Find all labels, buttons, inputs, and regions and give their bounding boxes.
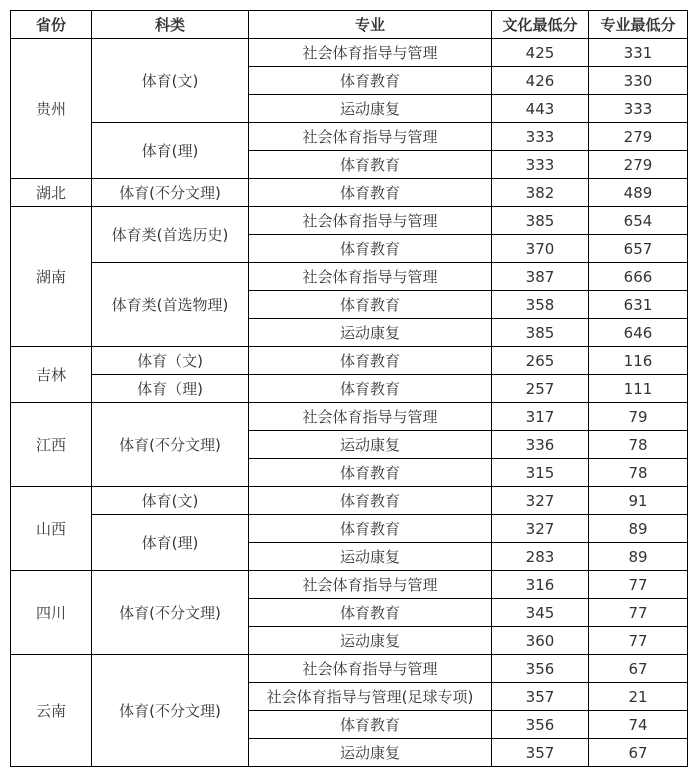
header-major-min: 专业最低分 bbox=[589, 11, 688, 39]
culture-score-cell: 357 bbox=[492, 739, 589, 767]
major-cell: 运动康复 bbox=[249, 627, 492, 655]
province-cell: 贵州 bbox=[11, 39, 92, 179]
major-score-cell: 111 bbox=[589, 375, 688, 403]
major-score-cell: 77 bbox=[589, 599, 688, 627]
major-score-cell: 489 bbox=[589, 179, 688, 207]
major-cell: 运动康复 bbox=[249, 543, 492, 571]
category-cell: 体育(不分文理) bbox=[92, 655, 249, 767]
major-score-cell: 67 bbox=[589, 655, 688, 683]
category-cell: 体育(文) bbox=[92, 39, 249, 123]
major-score-cell: 116 bbox=[589, 347, 688, 375]
major-cell: 运动康复 bbox=[249, 95, 492, 123]
province-cell: 云南 bbox=[11, 655, 92, 767]
culture-score-cell: 315 bbox=[492, 459, 589, 487]
major-cell: 社会体育指导与管理 bbox=[249, 263, 492, 291]
category-cell: 体育(文) bbox=[92, 487, 249, 515]
major-score-cell: 79 bbox=[589, 403, 688, 431]
score-table bbox=[10, 10, 688, 767]
category-cell: 体育（文) bbox=[92, 347, 249, 375]
culture-score-cell: 283 bbox=[492, 543, 589, 571]
major-score-cell: 67 bbox=[589, 739, 688, 767]
major-score-cell: 666 bbox=[589, 263, 688, 291]
culture-score-cell: 327 bbox=[492, 515, 589, 543]
table-row bbox=[11, 375, 688, 403]
major-cell: 体育教育 bbox=[249, 179, 492, 207]
culture-score-cell: 333 bbox=[492, 123, 589, 151]
major-score-cell: 77 bbox=[589, 571, 688, 599]
table-row bbox=[11, 403, 688, 431]
province-cell: 湖南 bbox=[11, 207, 92, 347]
major-score-cell: 333 bbox=[589, 95, 688, 123]
major-cell: 运动康复 bbox=[249, 319, 492, 347]
category-cell: 体育（理) bbox=[92, 375, 249, 403]
header-province: 省份 bbox=[11, 11, 92, 39]
major-score-cell: 279 bbox=[589, 123, 688, 151]
province-cell: 山西 bbox=[11, 487, 92, 571]
category-cell: 体育类(首选历史) bbox=[92, 207, 249, 263]
major-score-cell: 330 bbox=[589, 67, 688, 95]
major-cell: 运动康复 bbox=[249, 431, 492, 459]
table-row bbox=[11, 207, 688, 235]
major-cell: 社会体育指导与管理(足球专项) bbox=[249, 683, 492, 711]
major-cell: 社会体育指导与管理 bbox=[249, 207, 492, 235]
major-score-cell: 74 bbox=[589, 711, 688, 739]
major-score-cell: 654 bbox=[589, 207, 688, 235]
culture-score-cell: 345 bbox=[492, 599, 589, 627]
major-score-cell: 21 bbox=[589, 683, 688, 711]
major-cell: 体育教育 bbox=[249, 599, 492, 627]
major-score-cell: 77 bbox=[589, 627, 688, 655]
major-cell: 体育教育 bbox=[249, 459, 492, 487]
province-cell: 江西 bbox=[11, 403, 92, 487]
culture-score-cell: 425 bbox=[492, 39, 589, 67]
major-cell: 体育教育 bbox=[249, 487, 492, 515]
province-cell: 湖北 bbox=[11, 179, 92, 207]
major-cell: 运动康复 bbox=[249, 739, 492, 767]
major-cell: 体育教育 bbox=[249, 515, 492, 543]
header-culture-min: 文化最低分 bbox=[492, 11, 589, 39]
major-score-cell: 78 bbox=[589, 459, 688, 487]
header-category: 科类 bbox=[92, 11, 249, 39]
major-cell: 社会体育指导与管理 bbox=[249, 655, 492, 683]
category-cell: 体育(不分文理) bbox=[92, 403, 249, 487]
table-body bbox=[11, 39, 688, 767]
major-cell: 社会体育指导与管理 bbox=[249, 123, 492, 151]
category-cell: 体育(不分文理) bbox=[92, 179, 249, 207]
major-cell: 体育教育 bbox=[249, 235, 492, 263]
culture-score-cell: 387 bbox=[492, 263, 589, 291]
major-score-cell: 89 bbox=[589, 515, 688, 543]
table-row bbox=[11, 263, 688, 291]
major-cell: 社会体育指导与管理 bbox=[249, 39, 492, 67]
category-cell: 体育(不分文理) bbox=[92, 571, 249, 655]
category-cell: 体育类(首选物理) bbox=[92, 263, 249, 347]
major-cell: 体育教育 bbox=[249, 67, 492, 95]
major-cell: 体育教育 bbox=[249, 711, 492, 739]
table-row bbox=[11, 515, 688, 543]
culture-score-cell: 382 bbox=[492, 179, 589, 207]
major-cell: 体育教育 bbox=[249, 151, 492, 179]
culture-score-cell: 327 bbox=[492, 487, 589, 515]
major-cell: 体育教育 bbox=[249, 291, 492, 319]
major-cell: 体育教育 bbox=[249, 375, 492, 403]
major-cell: 社会体育指导与管理 bbox=[249, 571, 492, 599]
major-score-cell: 631 bbox=[589, 291, 688, 319]
major-score-cell: 89 bbox=[589, 543, 688, 571]
culture-score-cell: 358 bbox=[492, 291, 589, 319]
header-row bbox=[11, 11, 688, 39]
culture-score-cell: 257 bbox=[492, 375, 589, 403]
culture-score-cell: 356 bbox=[492, 655, 589, 683]
header-major: 专业 bbox=[249, 11, 492, 39]
major-score-cell: 91 bbox=[589, 487, 688, 515]
major-score-cell: 657 bbox=[589, 235, 688, 263]
table-row bbox=[11, 179, 688, 207]
culture-score-cell: 336 bbox=[492, 431, 589, 459]
major-cell: 体育教育 bbox=[249, 347, 492, 375]
culture-score-cell: 443 bbox=[492, 95, 589, 123]
table-row bbox=[11, 123, 688, 151]
culture-score-cell: 426 bbox=[492, 67, 589, 95]
culture-score-cell: 360 bbox=[492, 627, 589, 655]
category-cell: 体育(理) bbox=[92, 515, 249, 571]
province-cell: 吉林 bbox=[11, 347, 92, 403]
major-cell: 社会体育指导与管理 bbox=[249, 403, 492, 431]
category-cell: 体育(理) bbox=[92, 123, 249, 179]
table-row bbox=[11, 487, 688, 515]
table-row bbox=[11, 39, 688, 67]
province-cell: 四川 bbox=[11, 571, 92, 655]
culture-score-cell: 316 bbox=[492, 571, 589, 599]
culture-score-cell: 333 bbox=[492, 151, 589, 179]
table-row bbox=[11, 571, 688, 599]
major-score-cell: 331 bbox=[589, 39, 688, 67]
culture-score-cell: 265 bbox=[492, 347, 589, 375]
culture-score-cell: 370 bbox=[492, 235, 589, 263]
major-score-cell: 78 bbox=[589, 431, 688, 459]
major-score-cell: 646 bbox=[589, 319, 688, 347]
major-score-cell: 279 bbox=[589, 151, 688, 179]
culture-score-cell: 317 bbox=[492, 403, 589, 431]
table-row bbox=[11, 347, 688, 375]
culture-score-cell: 356 bbox=[492, 711, 589, 739]
culture-score-cell: 385 bbox=[492, 319, 589, 347]
culture-score-cell: 357 bbox=[492, 683, 589, 711]
culture-score-cell: 385 bbox=[492, 207, 589, 235]
table-row bbox=[11, 655, 688, 683]
